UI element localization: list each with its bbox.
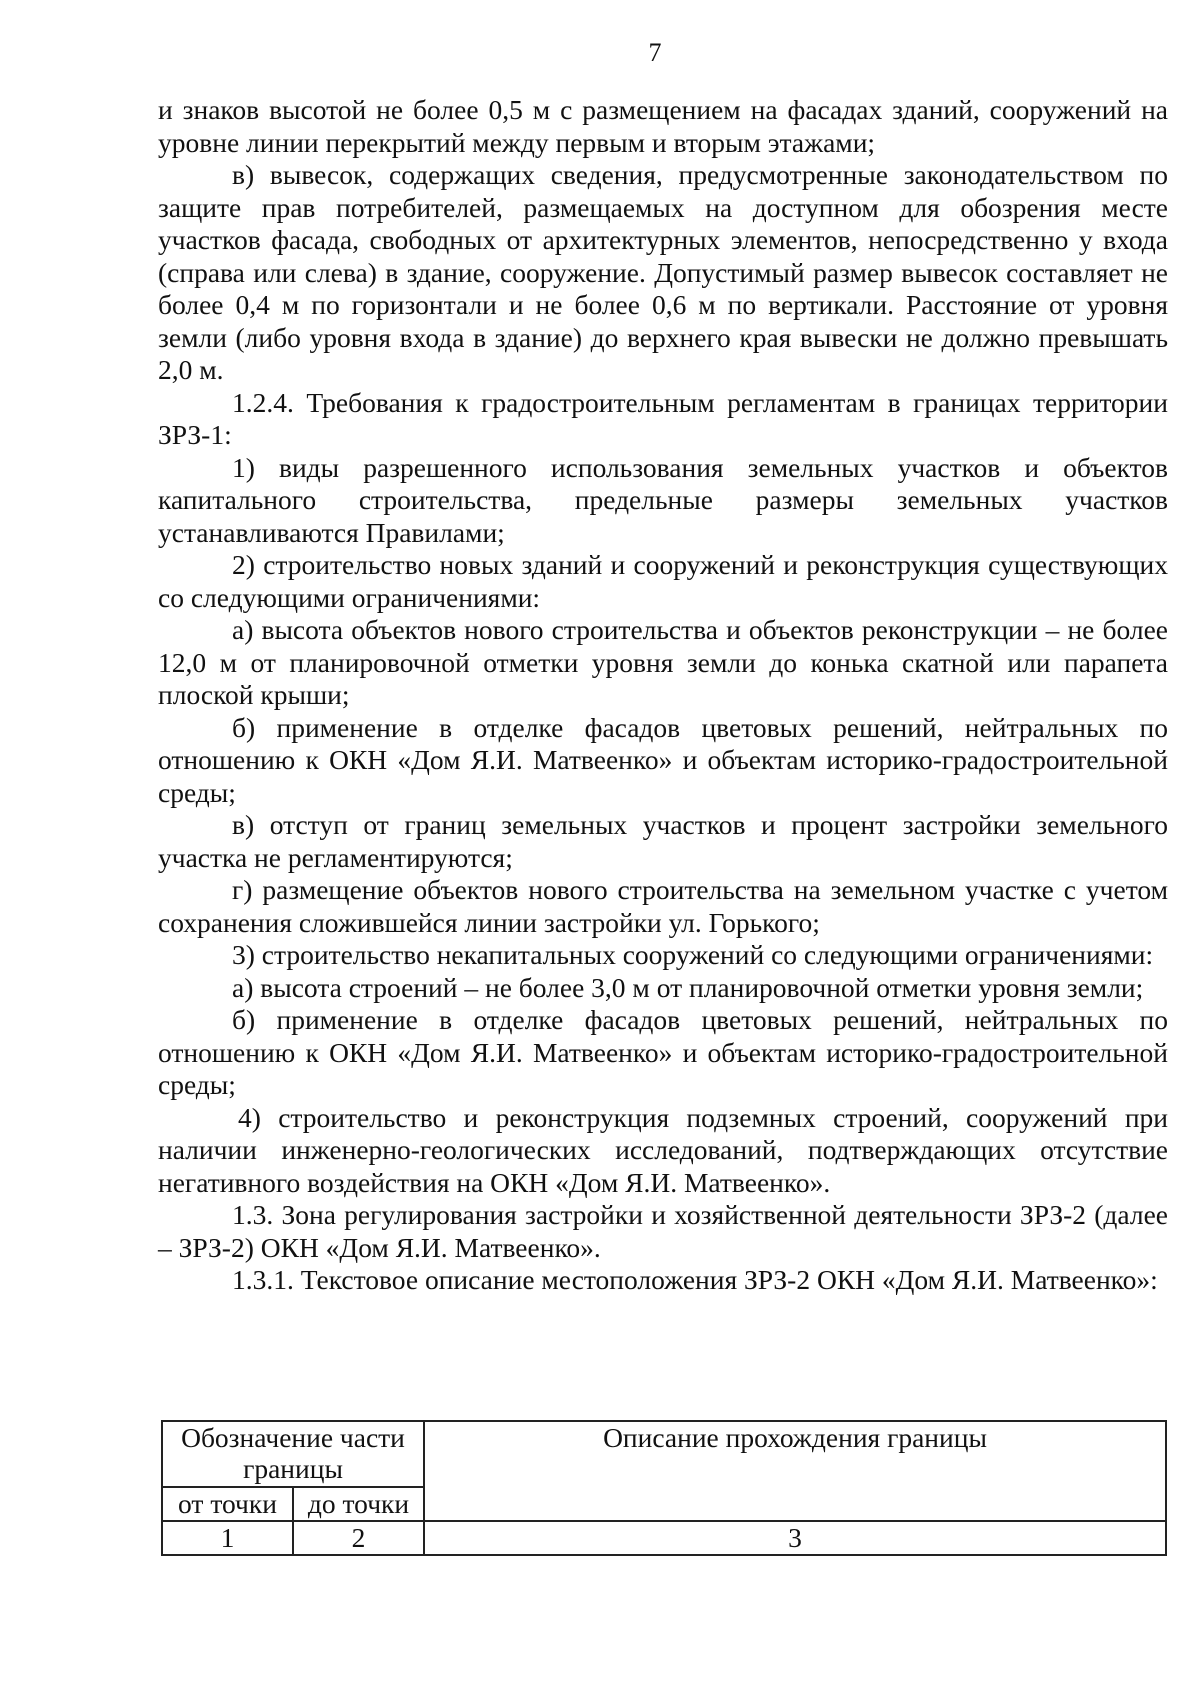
section-heading: 1.2.4. Требования к градостроительным регламентам в границах территории ЗРЗ-1: [158,386,1168,450]
list-item: а) высота объектов нового строительства и объектов реконструкции – не более 12,0 м от планировочной отметки уровня земли до конька скатной или парапета плоской крыши; [158,614,1168,710]
table-header-part: Обозначение части границы [162,1421,424,1487]
table-header-description: Описание прохождения границы [424,1421,1166,1521]
list-item: 4) строительство и реконструкция подземных строений, сооружений при наличии инженерно-геологических исследований, подтверждающих отсутствие негативного воздействия на ОКН «Дом Я.И. Матвеенко». [158,1101,1168,1198]
table-header-from: от точки [162,1487,293,1521]
page-number: 7 [648,38,662,67]
table-row [162,1521,1166,1555]
list-item: а) высота строений – не более 3,0 м от планировочной отметки уровня земли; [232,971,1144,1003]
column-number: 3 [424,1521,1166,1555]
paragraph: в) вывесок, содержащих сведения, предусмотренные законодательством по защите прав потребителей, размещаемых на доступном для обозрения месте участков фасада, свободных от архитектурных элементов, непосредственно у входа (справа или слева) в здание, сооружение. Допустимый размер вывесок составляет не более 0,4 м по горизонтали и не более 0,6 м по вертикали. Расстояние от уровня земли (либо уровня входа в здание) до верхнего края вывески не должно превышать 2,0 м. [158,159,1168,385]
list-item: б) применение в отделке фасадов цветовых решений, нейтральных по отношению к ОКН «Дом Я.И. Матвеенко» и объектам историко-градостроительной среды; [158,1004,1168,1100]
column-number: 1 [162,1521,293,1555]
paragraph: и знаков высотой не более 0,5 м с размещением на фасадах зданий, сооружений на уровне линии перекрытий между первым и вторым этажами; [158,94,1168,158]
table-header-to: до точки [293,1487,424,1521]
list-item: г) размещение объектов нового строительства на земельном участке с учетом сохранения сложившейся линии застройки ул. Горького; [158,874,1168,938]
list-item: 1) виды разрешенного использования земельных участков и объектов капитального строительства, предельные размеры земельных участков устанавливаются Правилами; [158,451,1168,548]
list-item: 2) строительство новых зданий и сооружений и реконструкция существующих со следующими ограничениями: [158,549,1168,613]
section-heading: 1.3.1. Текстовое описание местоположения ЗРЗ-2 ОКН «Дом Я.И. Матвеенко»: [232,1264,1158,1295]
list-item: 3) строительство некапитальных сооружений со следующими ограничениями: [232,939,1154,970]
section-heading: 1.3. Зона регулирования застройки и хозяйственной деятельности ЗРЗ-2 (далее – ЗРЗ-2) ОКН «Дом Я.И. Матвеенко». [158,1199,1168,1263]
boundary-table [161,1420,1167,1556]
list-item: б) применение в отделке фасадов цветовых решений, нейтральных по отношению к ОКН «Дом Я.И. Матвеенко» и объектам историко-градостроительной среды; [158,711,1168,808]
document-body [158,94,1168,1297]
list-item: в) отступ от границ земельных участков и процент застройки земельного участка не регламентируются; [158,809,1168,873]
column-number: 2 [293,1521,424,1555]
